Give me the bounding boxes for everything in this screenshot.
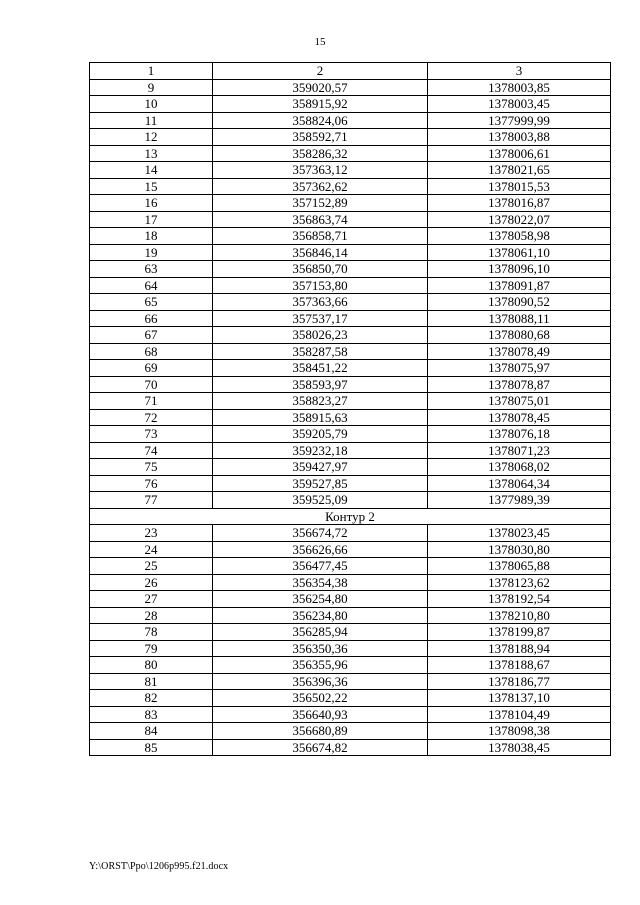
table-body-part2 [90, 525, 611, 756]
x-coordinate-cell: 358915,63 [213, 409, 428, 426]
y-coordinate-cell: 1378096,10 [428, 261, 611, 278]
table-row [90, 607, 611, 624]
table-row [90, 112, 611, 129]
x-coordinate-cell: 358287,58 [213, 343, 428, 360]
x-coordinate-cell: 359527,85 [213, 475, 428, 492]
table-row [90, 739, 611, 756]
table-row [90, 459, 611, 476]
point-number-cell: 12 [90, 129, 213, 146]
x-coordinate-cell: 356355,96 [213, 657, 428, 674]
y-coordinate-cell: 1378088,11 [428, 310, 611, 327]
point-number-cell: 64 [90, 277, 213, 294]
point-number-cell: 83 [90, 706, 213, 723]
point-number-cell: 79 [90, 640, 213, 657]
table-row [90, 475, 611, 492]
y-coordinate-cell: 1378058,98 [428, 228, 611, 245]
table-row [90, 96, 611, 113]
y-coordinate-cell: 1378015,53 [428, 178, 611, 195]
table-row [90, 393, 611, 410]
point-number-cell: 78 [90, 624, 213, 641]
x-coordinate-cell: 356640,93 [213, 706, 428, 723]
table-row [90, 129, 611, 146]
table-row [90, 228, 611, 245]
point-number-cell: 77 [90, 492, 213, 509]
table-row [90, 294, 611, 311]
y-coordinate-cell: 1378188,94 [428, 640, 611, 657]
table-row [90, 310, 611, 327]
contour-label: Контур 2 [90, 508, 611, 525]
table-row [90, 211, 611, 228]
point-number-cell: 9 [90, 79, 213, 96]
x-coordinate-cell: 357363,66 [213, 294, 428, 311]
table-row [90, 244, 611, 261]
table-row [90, 145, 611, 162]
x-coordinate-cell: 356674,72 [213, 525, 428, 542]
y-coordinate-cell: 1378016,87 [428, 195, 611, 212]
x-coordinate-cell: 356850,70 [213, 261, 428, 278]
x-coordinate-cell: 358592,71 [213, 129, 428, 146]
table-row [90, 261, 611, 278]
x-coordinate-cell: 358026,23 [213, 327, 428, 344]
y-coordinate-cell: 1378021,65 [428, 162, 611, 179]
y-coordinate-cell: 1378192,54 [428, 591, 611, 608]
x-coordinate-cell: 357153,80 [213, 277, 428, 294]
y-coordinate-cell: 1377999,99 [428, 112, 611, 129]
table-row [90, 409, 611, 426]
point-number-cell: 76 [90, 475, 213, 492]
y-coordinate-cell: 1378003,88 [428, 129, 611, 146]
x-coordinate-cell: 357152,89 [213, 195, 428, 212]
y-coordinate-cell: 1378038,45 [428, 739, 611, 756]
table-row [90, 327, 611, 344]
point-number-cell: 14 [90, 162, 213, 179]
x-coordinate-cell: 357363,12 [213, 162, 428, 179]
contour-row [90, 508, 611, 525]
point-number-cell: 69 [90, 360, 213, 377]
x-coordinate-cell: 356680,89 [213, 723, 428, 740]
x-coordinate-cell: 356234,80 [213, 607, 428, 624]
y-coordinate-cell: 1378075,01 [428, 393, 611, 410]
y-coordinate-cell: 1378186,77 [428, 673, 611, 690]
table-row [90, 426, 611, 443]
y-coordinate-cell: 1378091,87 [428, 277, 611, 294]
point-number-cell: 82 [90, 690, 213, 707]
y-coordinate-cell: 1378022,07 [428, 211, 611, 228]
y-coordinate-cell: 1378090,52 [428, 294, 611, 311]
x-coordinate-cell: 356858,71 [213, 228, 428, 245]
table-row [90, 162, 611, 179]
point-number-cell: 23 [90, 525, 213, 542]
x-coordinate-cell: 358915,92 [213, 96, 428, 113]
y-coordinate-cell: 1378076,18 [428, 426, 611, 443]
point-number-cell: 18 [90, 228, 213, 245]
x-coordinate-cell: 358593,97 [213, 376, 428, 393]
x-coordinate-cell: 357537,17 [213, 310, 428, 327]
x-coordinate-cell: 356477,45 [213, 558, 428, 575]
table-row [90, 376, 611, 393]
table-row [90, 640, 611, 657]
point-number-cell: 10 [90, 96, 213, 113]
table-row [90, 690, 611, 707]
point-number-cell: 25 [90, 558, 213, 575]
y-coordinate-cell: 1378003,85 [428, 79, 611, 96]
point-number-cell: 16 [90, 195, 213, 212]
point-number-cell: 13 [90, 145, 213, 162]
point-number-cell: 73 [90, 426, 213, 443]
table-row [90, 706, 611, 723]
x-coordinate-cell: 356285,94 [213, 624, 428, 641]
point-number-cell: 72 [90, 409, 213, 426]
y-coordinate-cell: 1378071,23 [428, 442, 611, 459]
point-number-cell: 80 [90, 657, 213, 674]
y-coordinate-cell: 1378078,87 [428, 376, 611, 393]
x-coordinate-cell: 359020,57 [213, 79, 428, 96]
point-number-cell: 70 [90, 376, 213, 393]
table-row [90, 195, 611, 212]
column-header-y: 3 [428, 63, 611, 80]
y-coordinate-cell: 1378003,45 [428, 96, 611, 113]
y-coordinate-cell: 1378006,61 [428, 145, 611, 162]
y-coordinate-cell: 1378061,10 [428, 244, 611, 261]
x-coordinate-cell: 358824,06 [213, 112, 428, 129]
point-number-cell: 17 [90, 211, 213, 228]
point-number-cell: 65 [90, 294, 213, 311]
x-coordinate-cell: 356254,80 [213, 591, 428, 608]
coordinates-table [89, 62, 611, 756]
x-coordinate-cell: 356674,82 [213, 739, 428, 756]
table-row [90, 492, 611, 509]
point-number-cell: 28 [90, 607, 213, 624]
y-coordinate-cell: 1378104,49 [428, 706, 611, 723]
x-coordinate-cell: 356626,66 [213, 541, 428, 558]
y-coordinate-cell: 1378030,80 [428, 541, 611, 558]
point-number-cell: 84 [90, 723, 213, 740]
table-row [90, 343, 611, 360]
table-header-row [90, 63, 611, 80]
x-coordinate-cell: 358286,32 [213, 145, 428, 162]
x-coordinate-cell: 356396,36 [213, 673, 428, 690]
y-coordinate-cell: 1378065,88 [428, 558, 611, 575]
x-coordinate-cell: 356350,36 [213, 640, 428, 657]
point-number-cell: 27 [90, 591, 213, 608]
y-coordinate-cell: 1378137,10 [428, 690, 611, 707]
x-coordinate-cell: 358451,22 [213, 360, 428, 377]
point-number-cell: 66 [90, 310, 213, 327]
y-coordinate-cell: 1377989,39 [428, 492, 611, 509]
contour-section [90, 508, 611, 525]
y-coordinate-cell: 1378123,62 [428, 574, 611, 591]
point-number-cell: 74 [90, 442, 213, 459]
x-coordinate-cell: 359525,09 [213, 492, 428, 509]
table-row [90, 360, 611, 377]
point-number-cell: 75 [90, 459, 213, 476]
point-number-cell: 85 [90, 739, 213, 756]
y-coordinate-cell: 1378098,38 [428, 723, 611, 740]
table-row [90, 79, 611, 96]
table-row [90, 558, 611, 575]
table-row [90, 442, 611, 459]
point-number-cell: 68 [90, 343, 213, 360]
table-row [90, 178, 611, 195]
point-number-cell: 11 [90, 112, 213, 129]
x-coordinate-cell: 356863,74 [213, 211, 428, 228]
x-coordinate-cell: 356354,38 [213, 574, 428, 591]
y-coordinate-cell: 1378064,34 [428, 475, 611, 492]
point-number-cell: 71 [90, 393, 213, 410]
point-number-cell: 67 [90, 327, 213, 344]
y-coordinate-cell: 1378075,97 [428, 360, 611, 377]
y-coordinate-cell: 1378023,45 [428, 525, 611, 542]
file-path-footer: Y:\ORST\Ppo\1206p995.f21.docx [89, 861, 229, 872]
table-row [90, 591, 611, 608]
point-number-cell: 19 [90, 244, 213, 261]
table-row [90, 673, 611, 690]
y-coordinate-cell: 1378078,49 [428, 343, 611, 360]
x-coordinate-cell: 359232,18 [213, 442, 428, 459]
point-number-cell: 26 [90, 574, 213, 591]
point-number-cell: 63 [90, 261, 213, 278]
x-coordinate-cell: 356846,14 [213, 244, 428, 261]
table-row [90, 525, 611, 542]
column-header-point: 1 [90, 63, 213, 80]
column-header-x: 2 [213, 63, 428, 80]
y-coordinate-cell: 1378078,45 [428, 409, 611, 426]
point-number-cell: 15 [90, 178, 213, 195]
y-coordinate-cell: 1378188,67 [428, 657, 611, 674]
point-number-cell: 24 [90, 541, 213, 558]
table-row [90, 624, 611, 641]
x-coordinate-cell: 358823,27 [213, 393, 428, 410]
table-row [90, 277, 611, 294]
x-coordinate-cell: 359205,79 [213, 426, 428, 443]
x-coordinate-cell: 357362,62 [213, 178, 428, 195]
table-row [90, 657, 611, 674]
y-coordinate-cell: 1378080,68 [428, 327, 611, 344]
point-number-cell: 81 [90, 673, 213, 690]
y-coordinate-cell: 1378068,02 [428, 459, 611, 476]
table-row [90, 574, 611, 591]
y-coordinate-cell: 1378199,87 [428, 624, 611, 641]
page-number: 15 [314, 36, 326, 48]
table-row [90, 723, 611, 740]
x-coordinate-cell: 356502,22 [213, 690, 428, 707]
table-body-part1 [90, 79, 611, 508]
table-row [90, 541, 611, 558]
y-coordinate-cell: 1378210,80 [428, 607, 611, 624]
x-coordinate-cell: 359427,97 [213, 459, 428, 476]
